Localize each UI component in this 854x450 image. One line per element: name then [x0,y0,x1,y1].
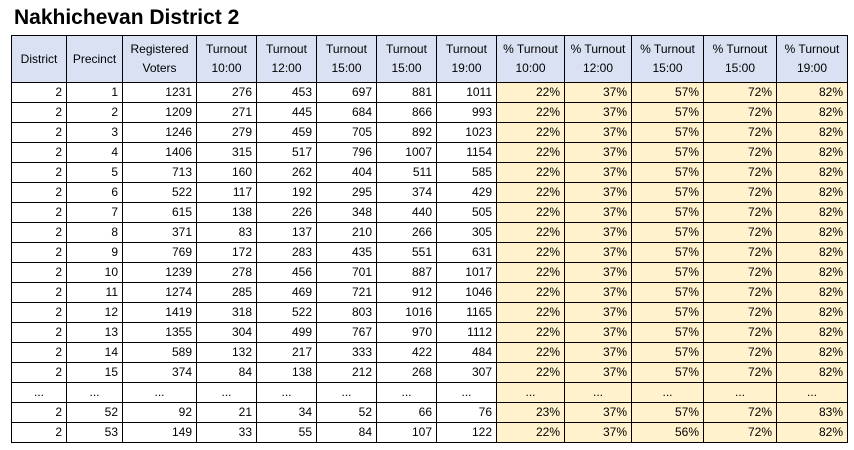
percent-cell: 72% [704,263,777,283]
table-cell: 505 [437,203,497,223]
table-cell: 1112 [437,323,497,343]
table-cell: ... [377,383,437,403]
percent-cell: 57% [632,263,704,283]
percent-cell: 82% [777,163,848,183]
table-cell: 5 [67,163,123,183]
table-cell: 767 [317,323,377,343]
table-cell: 217 [257,343,317,363]
table-cell: 881 [377,83,437,103]
percent-cell: ... [704,383,777,403]
percent-cell: 37% [565,123,632,143]
percent-cell: 82% [777,223,848,243]
column-header [197,36,257,83]
table-cell: 2 [12,283,67,303]
percent-cell: 37% [565,183,632,203]
table-cell: 92 [123,403,197,423]
table-cell: ... [123,383,197,403]
table-cell: 283 [257,243,317,263]
percent-cell: 22% [497,303,565,323]
table-cell: 348 [317,203,377,223]
table-cell: 7 [67,203,123,223]
table-cell: 3 [67,123,123,143]
percent-cell: ... [632,383,704,403]
table-cell: 2 [12,343,67,363]
table-cell: ... [67,383,123,403]
table-row [12,163,848,183]
percent-cell: 22% [497,83,565,103]
percent-cell: 37% [565,423,632,443]
table-cell: 2 [12,223,67,243]
percent-cell: 22% [497,283,565,303]
table-cell: 866 [377,103,437,123]
table-cell: 1209 [123,103,197,123]
table-cell: 1406 [123,143,197,163]
column-header-line: 19:00 [796,61,828,75]
table-cell: 453 [257,83,317,103]
percent-cell: 72% [704,83,777,103]
percent-cell: 37% [565,83,632,103]
table-cell: 262 [257,163,317,183]
percent-cell: 72% [704,323,777,343]
table-cell: 2 [12,363,67,383]
table-cell: 1419 [123,303,197,323]
table-cell: 318 [197,303,257,323]
column-header [257,36,317,83]
table-cell: 522 [123,183,197,203]
table-cell: 912 [377,283,437,303]
percent-cell: 57% [632,403,704,423]
table-row [12,203,848,223]
percent-cell: 82% [777,183,848,203]
percent-cell: 22% [497,123,565,143]
percent-cell: 72% [704,203,777,223]
percent-cell: 56% [632,423,704,443]
table-row [12,403,848,423]
table-cell: 11 [67,283,123,303]
table-cell: 6 [67,183,123,203]
column-header-line: 19:00 [451,61,482,75]
table-cell: 278 [197,263,257,283]
table-cell: 1016 [377,303,437,323]
column-header-line: 15:00 [391,61,422,75]
table-cell: 52 [67,403,123,423]
percent-cell: 22% [497,263,565,283]
table-cell: 713 [123,163,197,183]
table-cell: ... [257,383,317,403]
page-title: Nakhichevan District 2 [14,6,240,29]
column-header [123,36,197,83]
table-cell: 1007 [377,143,437,163]
percent-cell: 72% [704,223,777,243]
percent-cell: 37% [565,263,632,283]
table-cell: 440 [377,203,437,223]
table-cell: 2 [12,263,67,283]
table-cell: ... [197,383,257,403]
column-header-line: 15:00 [724,61,756,75]
table-cell: 107 [377,423,437,443]
table-cell: 8 [67,223,123,243]
table-cell: 138 [197,203,257,223]
table-cell: 435 [317,243,377,263]
column-header-line: 10:00 [515,61,546,75]
column-header-line: % Turnout [712,42,768,56]
table-cell: 76 [437,403,497,423]
table-row [12,183,848,203]
table-cell: 4 [67,143,123,163]
column-header [377,36,437,83]
percent-cell: ... [565,383,632,403]
column-header [437,36,497,83]
table-cell: 55 [257,423,317,443]
table-cell: 84 [317,423,377,443]
table-cell: 132 [197,343,257,363]
table-cell: 66 [377,403,437,423]
table-cell: 271 [197,103,257,123]
table-row [12,363,848,383]
percent-cell: 82% [777,103,848,123]
percent-cell: 82% [777,203,848,223]
table-cell: 83 [197,223,257,243]
column-header-line: Registered [130,42,189,56]
column-header-line: 15:00 [652,61,683,75]
percent-cell: 57% [632,143,704,163]
percent-cell: 83% [777,403,848,423]
table-row [12,303,848,323]
table-cell: 1246 [123,123,197,143]
column-header [565,36,632,83]
percent-cell: 57% [632,323,704,343]
percent-cell: 37% [565,163,632,183]
table-cell: 2 [12,183,67,203]
table-cell: 149 [123,423,197,443]
percent-cell: 72% [704,103,777,123]
percent-cell: 82% [777,303,848,323]
table-cell: 53 [67,423,123,443]
percent-cell: 72% [704,243,777,263]
percent-cell: 57% [632,243,704,263]
table-cell: 374 [377,183,437,203]
table-cell: 192 [257,183,317,203]
percent-cell: 22% [497,163,565,183]
table-cell: 522 [257,303,317,323]
percent-cell: 57% [632,103,704,123]
column-header-line: 10:00 [211,61,242,75]
column-header-line: District [20,51,58,66]
table-cell: 803 [317,303,377,323]
percent-cell: 22% [497,323,565,343]
table-cell: 305 [437,223,497,243]
percent-cell: 57% [632,83,704,103]
turnout-table [11,35,848,443]
table-cell: 212 [317,363,377,383]
table-cell: 469 [257,283,317,303]
table-cell: ... [12,383,67,403]
table-cell: 445 [257,103,317,123]
percent-cell: 72% [704,123,777,143]
column-header-line: % Turnout [640,42,695,56]
percent-cell: ... [497,383,565,403]
column-header [317,36,377,83]
table-cell: 268 [377,363,437,383]
percent-cell: 57% [632,223,704,243]
percent-cell: 72% [704,143,777,163]
table-cell: 511 [377,163,437,183]
percent-cell: 57% [632,203,704,223]
percent-cell: 22% [497,343,565,363]
table-cell: 315 [197,143,257,163]
table-cell: 459 [257,123,317,143]
percent-cell: 37% [565,283,632,303]
table-row [12,83,848,103]
table-cell: ... [317,383,377,403]
table-cell: 52 [317,403,377,423]
table-cell: 1231 [123,83,197,103]
table-cell: 276 [197,83,257,103]
table-cell: 285 [197,283,257,303]
percent-cell: 37% [565,243,632,263]
table-cell: 122 [437,423,497,443]
table-row [12,343,848,363]
table-cell: 371 [123,223,197,243]
column-header-line: % Turnout [784,42,840,56]
percent-cell: 37% [565,103,632,123]
table-cell: 499 [257,323,317,343]
percent-cell: 57% [632,303,704,323]
table-cell: 1239 [123,263,197,283]
table-cell: 517 [257,143,317,163]
percent-cell: 22% [497,223,565,243]
percent-cell: 72% [704,183,777,203]
table-row [12,323,848,343]
table-cell: 684 [317,103,377,123]
table-body [12,83,848,443]
percent-cell: 22% [497,363,565,383]
column-header-line: Turnout [446,42,487,56]
table-cell: 887 [377,263,437,283]
table-row [12,423,848,443]
column-header [632,36,704,83]
table-cell: 2 [12,163,67,183]
table-cell: 1046 [437,283,497,303]
percent-cell: 22% [497,243,565,263]
table-cell: 769 [123,243,197,263]
column-header-line: 12:00 [582,61,614,75]
percent-cell: 37% [565,323,632,343]
table-cell: 21 [197,403,257,423]
percent-cell: 82% [777,143,848,163]
table-cell: 307 [437,363,497,383]
table-cell: 2 [12,423,67,443]
table-cell: 266 [377,223,437,243]
table-cell: 1355 [123,323,197,343]
percent-cell: 72% [704,403,777,423]
percent-cell: 57% [632,163,704,183]
table-cell: 13 [67,323,123,343]
percent-cell: 72% [704,163,777,183]
column-header-line: % Turnout [503,42,558,56]
table-cell: 1154 [437,143,497,163]
column-header [12,36,67,83]
table-cell: 2 [12,83,67,103]
table-cell: 1 [67,83,123,103]
table-cell: 484 [437,343,497,363]
percent-cell: 37% [565,363,632,383]
percent-cell: 57% [632,283,704,303]
table-cell: 2 [12,323,67,343]
percent-cell: 37% [565,223,632,243]
table-cell: 279 [197,123,257,143]
percent-cell: 22% [497,143,565,163]
table-cell: 160 [197,163,257,183]
table-cell: 10 [67,263,123,283]
table-cell: 34 [257,403,317,423]
table-row [12,223,848,243]
table-cell: 697 [317,83,377,103]
table-cell: 333 [317,343,377,363]
percent-cell: 82% [777,263,848,283]
column-header [777,36,848,83]
table-cell: 970 [377,323,437,343]
percent-cell: 37% [565,303,632,323]
table-row [12,143,848,163]
table-cell: 2 [67,103,123,123]
table-cell: 993 [437,103,497,123]
table-header-row [12,36,848,83]
table-cell: 172 [197,243,257,263]
column-header [704,36,777,83]
percent-cell: 72% [704,363,777,383]
table-cell: 9 [67,243,123,263]
table-cell: 138 [257,363,317,383]
percent-cell: ... [777,383,848,403]
table-cell: 117 [197,183,257,203]
ellipsis-row [12,383,848,403]
table-row [12,243,848,263]
table-cell: 796 [317,143,377,163]
percent-cell: 57% [632,123,704,143]
column-header-line: 12:00 [271,61,302,75]
table-cell: 14 [67,343,123,363]
table-cell: 2 [12,203,67,223]
table-cell: 2 [12,123,67,143]
table-cell: 1274 [123,283,197,303]
table-cell: 589 [123,343,197,363]
table-cell: 137 [257,223,317,243]
table-cell: 15 [67,363,123,383]
percent-cell: 57% [632,363,704,383]
percent-cell: 82% [777,283,848,303]
column-header [497,36,565,83]
table-cell: 12 [67,303,123,323]
table-row [12,283,848,303]
column-header-line: Turnout [326,42,367,56]
table-cell: 892 [377,123,437,143]
percent-cell: 22% [497,203,565,223]
column-header-line: 15:00 [331,61,362,75]
table-cell: 705 [317,123,377,143]
percent-cell: 82% [777,83,848,103]
table-cell: 429 [437,183,497,203]
table-cell: 1023 [437,123,497,143]
percent-cell: 82% [777,123,848,143]
table-cell: 374 [123,363,197,383]
percent-cell: 22% [497,423,565,443]
table-cell: 1165 [437,303,497,323]
percent-cell: 72% [704,303,777,323]
column-header [67,36,123,83]
column-header-line: Voters [142,61,177,75]
percent-cell: 37% [565,343,632,363]
table-cell: 422 [377,343,437,363]
table-row [12,103,848,123]
table-cell: 33 [197,423,257,443]
table-cell: 551 [377,243,437,263]
table-cell: 585 [437,163,497,183]
percent-cell: 22% [497,103,565,123]
percent-cell: 82% [777,363,848,383]
table-cell: 84 [197,363,257,383]
table-row [12,123,848,143]
table-cell: 404 [317,163,377,183]
percent-cell: 72% [704,283,777,303]
percent-cell: 82% [777,323,848,343]
table-cell: 2 [12,403,67,423]
percent-cell: 82% [777,423,848,443]
table-cell: ... [437,383,497,403]
table-cell: 304 [197,323,257,343]
percent-cell: 37% [565,203,632,223]
percent-cell: 37% [565,403,632,423]
table-cell: 631 [437,243,497,263]
percent-cell: 72% [704,343,777,363]
table-cell: 701 [317,263,377,283]
table-cell: 295 [317,183,377,203]
percent-cell: 22% [497,183,565,203]
column-header-line: Turnout [266,42,307,56]
table-row [12,263,848,283]
percent-cell: 23% [497,403,565,423]
percent-cell: 82% [777,243,848,263]
percent-cell: 37% [565,143,632,163]
column-header-line: Turnout [386,42,427,56]
percent-cell: 57% [632,343,704,363]
percent-cell: 82% [777,343,848,363]
table-cell: 456 [257,263,317,283]
column-header-line: % Turnout [570,42,626,56]
table-cell: 1011 [437,83,497,103]
table-cell: 2 [12,143,67,163]
table-cell: 615 [123,203,197,223]
table-cell: 721 [317,283,377,303]
column-header-line: Precinct [72,51,117,66]
percent-cell: 72% [704,423,777,443]
table-cell: 226 [257,203,317,223]
percent-cell: 57% [632,183,704,203]
column-header-line: Turnout [206,42,247,56]
table-cell: 1017 [437,263,497,283]
table-cell: 2 [12,303,67,323]
table-cell: 210 [317,223,377,243]
table-cell: 2 [12,103,67,123]
table-cell: 2 [12,243,67,263]
